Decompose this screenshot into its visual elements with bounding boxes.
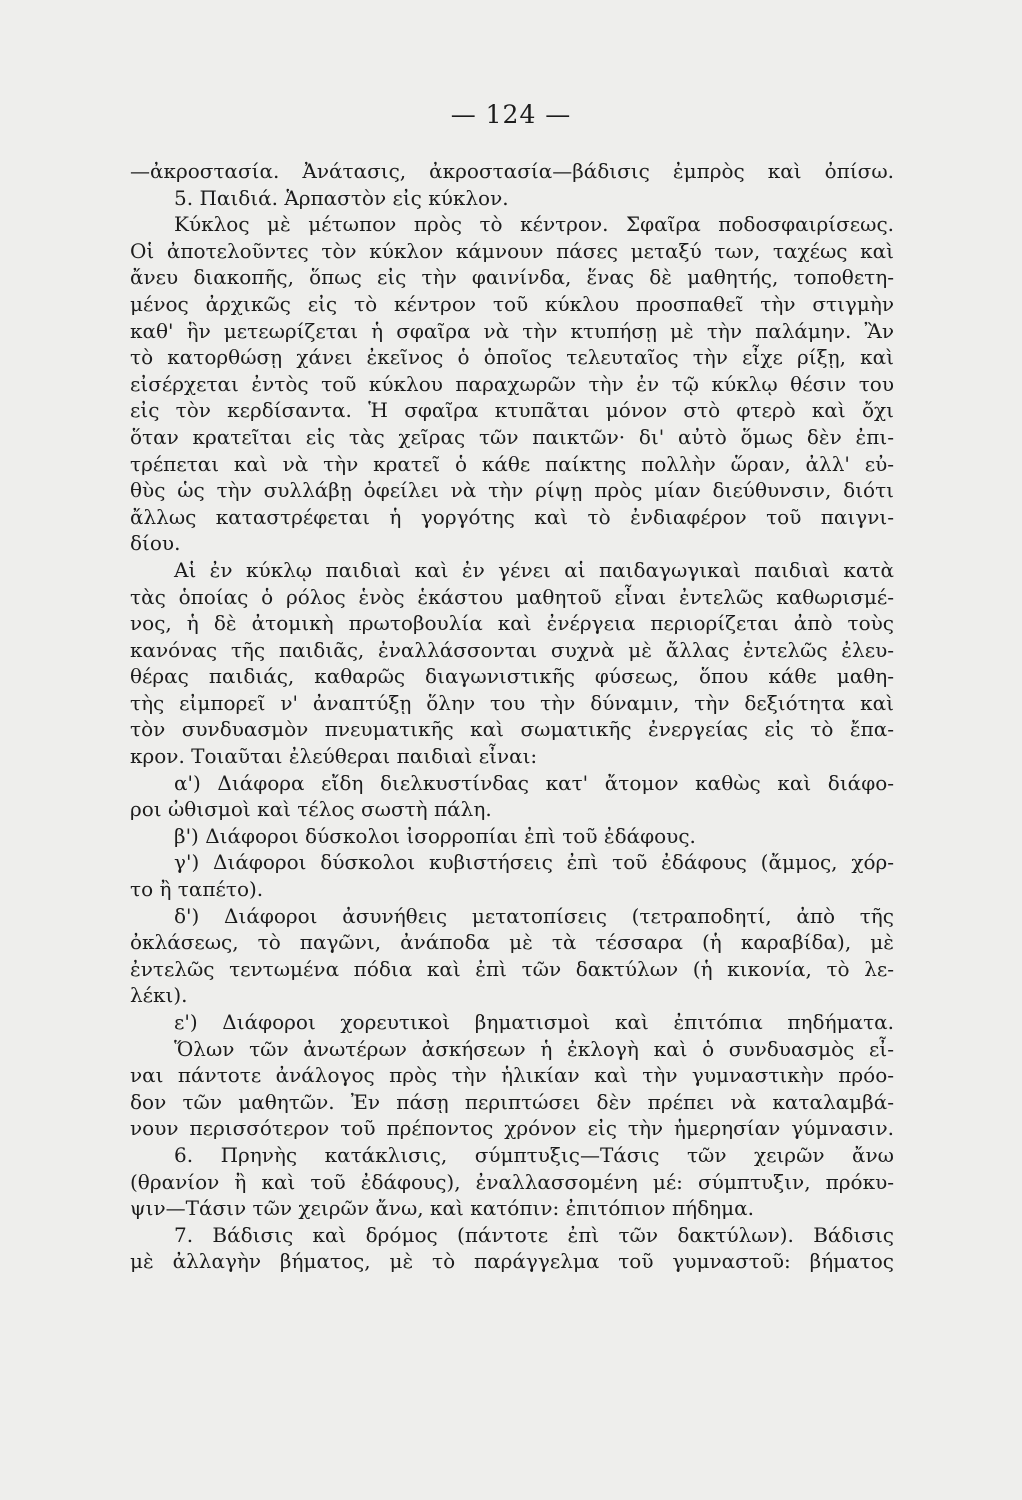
text-line: δον τῶν μαθητῶν. Ἐν πάσῃ περιπτώσει δὲν πρέπει νὰ καταλαμβά-	[130, 1089, 894, 1114]
text-line: καθ' ἣν μετεωρίζεται ἡ σφαῖρα νὰ τὴν κτυπήσῃ μὲ τὴν παλάμην. Ἂν	[130, 318, 894, 343]
text-line: ἄνευ διακοπῆς, ὅπως εἰς τὴν φαινίνδα, ἕνας δὲ μαθητής, τοποθετη-	[130, 265, 894, 290]
text-line: β') Διάφοροι δύσκολοι ἰσορροπίαι ἐπὶ τοῦ ἐδάφους.	[174, 823, 696, 848]
text-line: τὸ κατορθώσῃ χάνει ἐκεῖνος ὁ ὁποῖος τελευταῖος τὴν εἶχε ρίξῃ, καὶ	[130, 345, 894, 370]
text-line: τὰς ὁποίας ὁ ρόλος ἑνὸς ἑκάστου μαθητοῦ εἶναι ἐντελῶς καθωρισμέ-	[130, 584, 894, 609]
text-line: Κύκλος μὲ μέτωπον πρὸς τὸ κέντρον. Σφαῖρα ποδοσφαιρίσεως.	[174, 212, 894, 237]
text-line: ροι ὠθισμοὶ καὶ τέλος σωστὴ πάλη.	[130, 797, 492, 822]
page-number: — 124 —	[450, 100, 572, 129]
body-text	[130, 158, 894, 1275]
text-line: τρέπεται καὶ νὰ τὴν κρατεῖ ὁ κάθε παίκτης πολλὴν ὥραν, ἀλλ' εὐ-	[130, 451, 894, 476]
text-line: ναι πάντοτε ἀνάλογος πρὸς τὴν ἡλικίαν καὶ τὴν γυμναστικὴν πρόο-	[130, 1063, 894, 1088]
text-line: μὲ ἀλλαγὴν βήματος, μὲ τὸ παράγγελμα τοῦ γυμναστοῦ: βήματος	[130, 1249, 894, 1274]
text-line: μένος ἀρχικῶς εἰς τὸ κέντρον τοῦ κύκλου προσπαθεῖ τὴν στιγμὴν	[130, 291, 894, 316]
text-line: δίου.	[130, 531, 181, 556]
text-line: λέκι).	[130, 983, 188, 1008]
text-line: ἄλλως καταστρέφεται ἡ γοργότης καὶ τὸ ἐνδιαφέρον τοῦ παιγνι-	[130, 504, 894, 529]
text-line: κανόνας τῆς παιδιᾶς, ἐναλλάσσονται συχνὰ μὲ ἄλλας ἐντελῶς ἐλευ-	[130, 637, 894, 662]
text-line: ε') Διάφοροι χορευτικοὶ βηματισμοὶ καὶ ἐπιτόπια πηδήματα.	[174, 1010, 894, 1034]
text-line: δ') Διάφοροι ἀσυνήθεις μετατοπίσεις (τετραποδητί, ἀπὸ τῆς	[174, 903, 894, 928]
text-line: ἐντελῶς τεντωμένα πόδια καὶ ἐπὶ τῶν δακτύλων (ἡ κικονία, τὸ λε-	[130, 956, 894, 981]
text-line: κρον. Τοιαῦται ἐλεύθεραι παιδιαὶ εἶναι:	[130, 744, 538, 769]
text-line: 5. Παιδιά. Ἁρπαστὸν εἰς κύκλον.	[174, 185, 509, 210]
text-line: ψιν—Τάσιν τῶν χειρῶν ἄνω, καὶ κατόπιν: ἐπιτόπιον πήδημα.	[130, 1196, 754, 1221]
text-line: 7. Βάδισις καὶ δρόμος (πάντοτε ἐπὶ τῶν δακτύλων). Βάδισις	[174, 1222, 894, 1247]
text-line: θὺς ὡς τὴν συλλάβῃ ὀφείλει νὰ τὴν ρίψῃ πρὸς μίαν διεύθυνσιν, διότι	[130, 478, 894, 503]
text-line: γ') Διάφοροι δύσκολοι κυβιστήσεις ἐπὶ τοῦ ἐδάφους (ἄμμος, χόρ-	[174, 850, 894, 875]
text-line: εἰσέρχεται ἐντὸς τοῦ κύκλου παραχωρῶν τὴν ἐν τῷ κύκλῳ θέσιν του	[130, 371, 894, 396]
text-line: —ἀκροστασία. Ἀνάτασις, ἀκροστασία—βάδισις ἐμπρὸς καὶ ὀπίσω.	[130, 159, 894, 183]
text-line: ὀκλάσεως, τὸ παγῶνι, ἀνάποδα μὲ τὰ τέσσαρα (ἡ καραβίδα), μὲ	[130, 930, 894, 955]
text-line: το ἢ ταπέτο).	[130, 877, 264, 902]
text-line: ὅταν κρατεῖται εἰς τὰς χεῖρας τῶν παικτῶν· δι' αὐτὸ ὅμως δὲν ἐπι-	[130, 424, 894, 449]
text-line: τὴς εἰμπορεῖ ν' ἀναπτύξῃ ὅλην του τὴν δύναμιν, τὴν δεξιότητα καὶ	[130, 690, 894, 715]
text-line: νος, ἡ δὲ ἀτομικὴ πρωτοβουλία καὶ ἐνέργεια περιορίζεται ἀπὸ τοὺς	[130, 611, 894, 636]
text-line: 6. Πρηνὴς κατάκλισις, σύμπτυξις—Τάσις τῶν χειρῶν ἄνω	[174, 1142, 894, 1167]
text-line: (θρανίον ἢ καὶ τοῦ ἐδάφους), ἐναλλασσομένη μέ: σύμπτυξιν, πρόκυ-	[130, 1169, 894, 1194]
text-line: Αἱ ἐν κύκλῳ παιδιαὶ καὶ ἐν γένει αἱ παιδαγωγικαὶ παιδιαὶ κατὰ	[174, 557, 894, 582]
text-line: α') Διάφορα εἴδη διελκυστίνδας κατ' ἄτομον καθὼς καὶ διάφο-	[174, 770, 894, 795]
text-line: Οἱ ἀποτελοῦντες τὸν κύκλον κάμνουν πάσες μεταξύ των, ταχέως καὶ	[130, 238, 894, 263]
text-line: τὸν συνδυασμὸν πνευματικῆς καὶ σωματικῆς ἐνεργείας εἰς τὸ ἔπα-	[130, 717, 894, 742]
text-line: νουν περισσότερον τοῦ πρέποντος χρόνον εἰς τὴν ἡμερησίαν γύμνασιν.	[130, 1116, 894, 1141]
text-line: Ὅλων τῶν ἀνωτέρων ἀσκήσεων ἡ ἐκλογὴ καὶ ὁ συνδυασμὸς εἶ-	[174, 1036, 894, 1061]
text-line: εἰς τὸν κερδίσαντα. Ἡ σφαῖρα κτυπᾶται μόνον στὸ φτερὸ καὶ ὄχι	[130, 398, 894, 423]
text-line: θέρας παιδιάς, καθαρῶς διαγωνιστικῆς φύσεως, ὅπου κάθε μαθη-	[130, 664, 894, 689]
